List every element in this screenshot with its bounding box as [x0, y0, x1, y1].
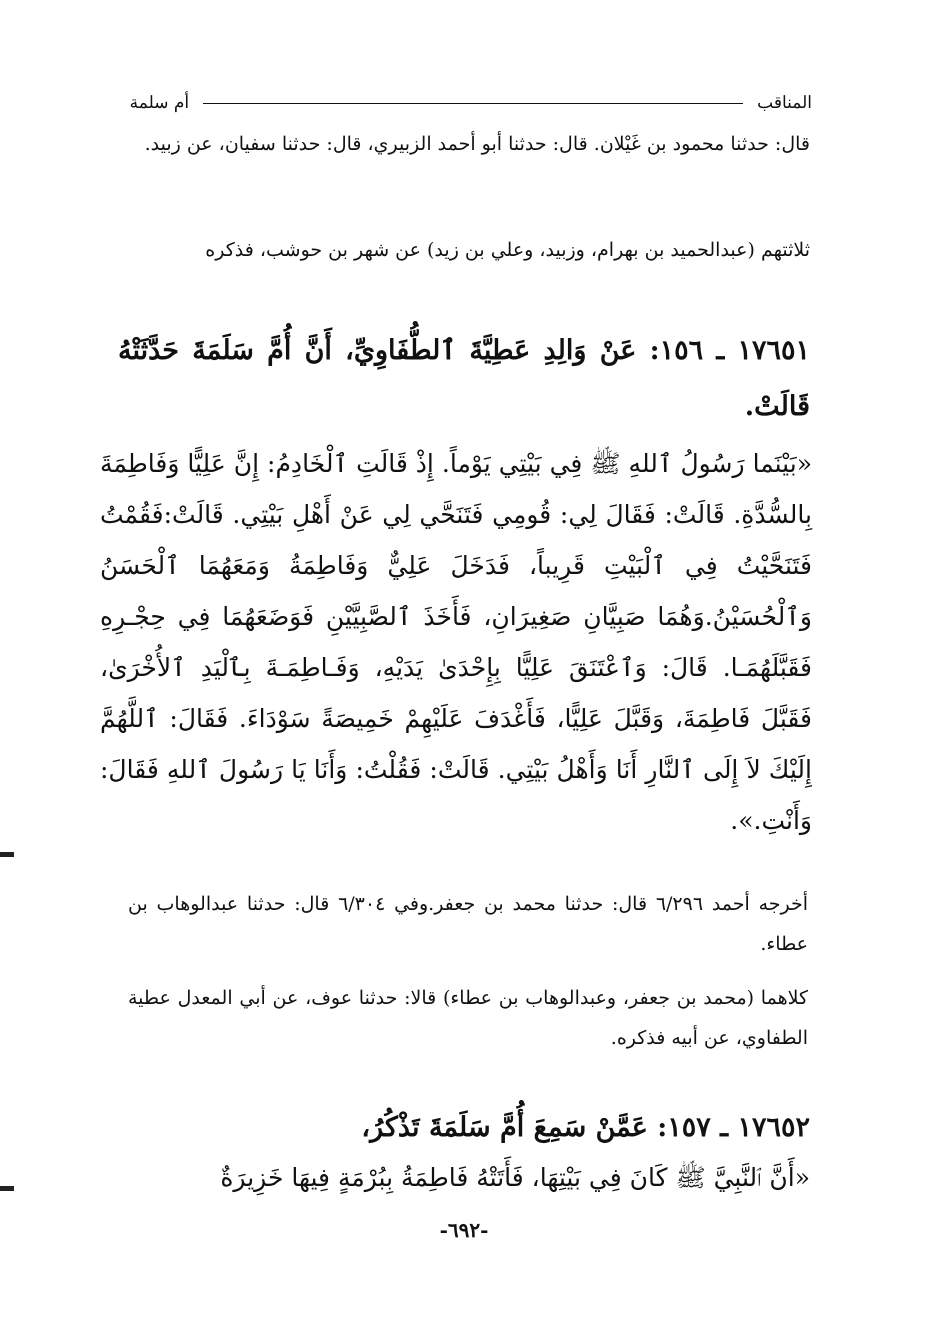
sanad-paragraph: قال: حدثنا محمود بن غَيْلان. قال: حدثنا أبو أحمد الزبيري، قال: حدثنا سفيان، عن زبيد.: [144, 133, 810, 155]
scan-edge-mark: [0, 1186, 14, 1191]
takhrij-paragraph: أخرجه أحمد ٦/٢٩٦ قال: حدثنا محمد بن جعفر.وفي ٦/٣٠٤ قال: حدثنا عبدالوهاب بن عطاء.: [128, 893, 809, 955]
header-rule: [203, 103, 743, 104]
hadith-text: «أَنَّ ٱلنَّبِيَّ ﷺ كَانَ فِي بَيْتِهَا، فَأَتَتْهُ فَاطِمَةُ بِبُرْمَةٍ فِيهَا خَزِيرَةٌ: [220, 1163, 810, 1192]
chapter-title: المناقب: [757, 93, 812, 113]
page-number: -٦٩٢-: [439, 1218, 489, 1242]
scan-edge-mark: [0, 852, 14, 857]
hadith-heading: ١٧٦٥٢ ـ ١٥٧: عَمَّنْ سَمِعَ أُمَّ سَلَمَةَ تَذْكُرُ،: [361, 1112, 810, 1143]
takhrij-paragraph: كلاهما (محمد بن جعفر، وعبدالوهاب بن عطاء) قالا: حدثنا عوف، عن أبي المعدل عطية الطفاوي، عن أبيه فذكره.: [128, 987, 808, 1049]
hadith-heading: ١٧٦٥١ ـ ١٥٦: عَنْ وَالِدِ عَطِيَّةَ ٱلطُّفَاوِيِّ، أَنَّ أُمَّ سَلَمَةَ حَدَّثَتْهُ قَالَتْ.: [118, 335, 810, 422]
section-title: أم سلمة: [129, 93, 190, 113]
running-header: [112, 88, 812, 118]
sanad-paragraph: ثلاثتهم (عبدالحميد بن بهرام، وزبيد، وعلي بن زيد) عن شهر بن حوشب، فذكره: [205, 239, 810, 261]
hadith-text: «بَيْنَما رَسُولُ ٱللهِ ﷺ فِي بَيْتِي يَوْماً. إِذْ قَالَتِ ٱلْخَادِمُ: إِنَّ عَلِيًّا وَفَاطِمَةَ بِالسُّدَّةِ. قَالَتْ: فَقَالَ لِي: قُومِي فَتَنَحَّي لِي عَنْ أَهْلِ بَيْتِي. قَالَتْ:فَقُمْتُ فَتَنَحَّيْتُ فِي ٱلْبَيْتِ قَرِيباً، فَدَخَلَ عَلِيٌّ وَفَاطِمَةُ وَمَعَهُمَا ٱلْحَسَنُ وَٱلْحُسَيْنُ.وَهُمَا صَبِيَّانِ صَغِيرَانِ، فَأَخَذَ ٱلصَّبِيَّيْنِ فَوَضَعَهُمَا فِي حِجْـرِهِ فَقَبَّلَهُمَـا. قَالَ: وَٱعْتَنَقَ عَلِيًّا بِإِحْدَىٰ يَدَيْهِ، وَفَـاطِمَـةَ بِٱلْيَدِ ٱلأُخْرَىٰ، فَقَبَّلَ فَاطِمَةَ، وَقَبَّلَ عَلِيًّا، فَأَغْدَفَ عَلَيْهِمْ خَمِيصَةً سَوْدَاءَ. فَقَالَ: ٱللَّهُمَّ إِلَيْكَ لاَ إِلَى ٱلنَّارِ أَنَا وَأَهْلُ بَيْتِي. قَالَتْ: فَقُلْتُ: وَأَنَا يَا رَسُولَ ٱللهِ فَقَالَ: وَأَنْتِ.».: [100, 449, 812, 835]
